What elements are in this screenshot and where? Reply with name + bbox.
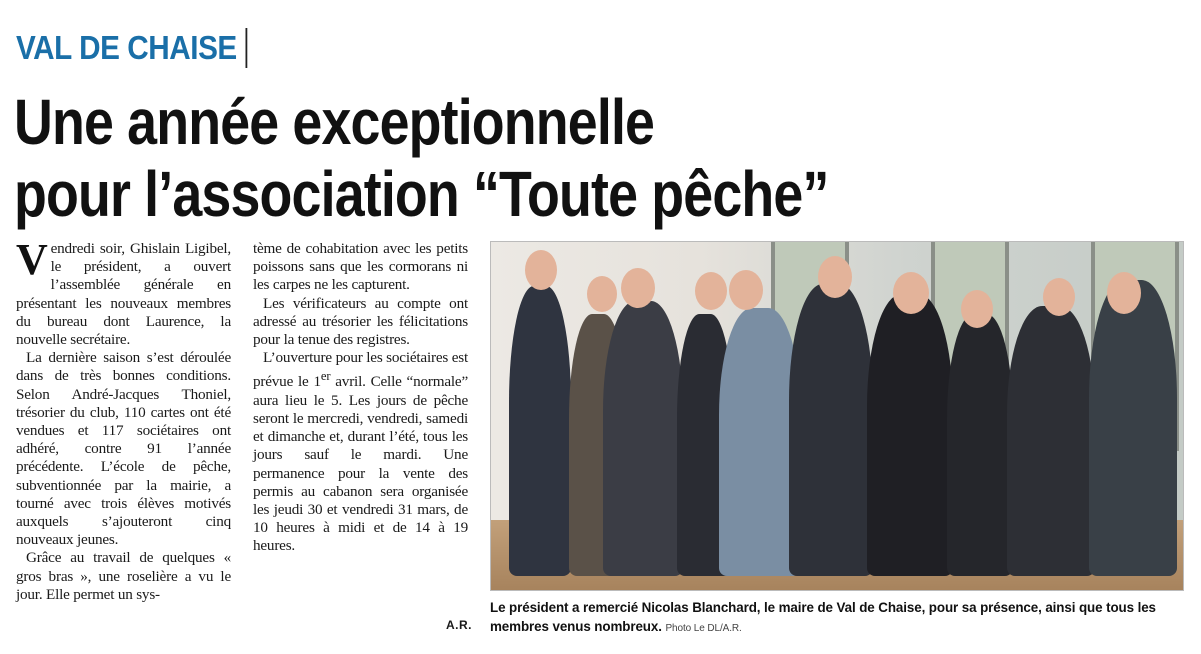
photo-credit: Photo Le DL/A.R.	[665, 623, 742, 634]
photo-person	[509, 286, 571, 576]
article-column-1	[16, 235, 231, 604]
photo-person-head	[1107, 272, 1141, 314]
byline: A.R.	[446, 618, 472, 632]
article-column-2	[253, 240, 468, 556]
photo-person	[867, 294, 953, 576]
ouverture-text-b: avril. Celle “normale” aura lieu le 5. Les jours de pêche seront le mercredi, vendredi, samedi et dimanche et, durant l’été, tous les jours sauf le mardi. Une permanence pour la vente des permis au cabanon sera organisée les jeudi 30 et vendredi 31 mars, de 10 heures à midi et de 14 à 19 heures.	[253, 373, 468, 555]
headline-line-1: Une année exceptionnelle	[14, 86, 655, 158]
headline-line-2: pour l’association “Toute pêche”	[14, 158, 829, 230]
photo-person-head	[1043, 278, 1075, 316]
drop-cap: V	[16, 235, 48, 284]
paragraph-verificateurs: Les vérificateurs au compte ont adressé au trésorier les félicitations pour la tenue des registres.	[253, 294, 468, 349]
photo-person-head	[695, 272, 727, 310]
ouverture-superscript: er	[320, 369, 331, 384]
ouverture-text-a: L’ouverture pour les sociétaires est prévue le 1	[253, 349, 468, 391]
paragraph-intro-text: endredi soir, Ghislain Ligibel, le président, a ouvert l’assemblée générale en présentant les nouveaux membres du bureau dont Laurence, la nouvelle secrétaire.	[16, 240, 231, 349]
photo-caption-text: Le président a remercié Nicolas Blanchard, le maire de Val de Chaise, pour sa présence, ainsi que tous les membres venus nombreux.	[490, 600, 1156, 634]
photo-person	[603, 301, 683, 576]
headline	[14, 86, 1194, 230]
photo-person-head	[818, 256, 852, 298]
photo-caption	[490, 598, 1184, 638]
photo-person	[1089, 280, 1177, 576]
paragraph-intro	[16, 235, 231, 349]
photo-person-head	[961, 290, 993, 328]
photo-person-head	[729, 270, 763, 310]
photo-person	[789, 284, 873, 576]
paragraph-ouverture	[253, 349, 468, 555]
photo-person	[1007, 306, 1095, 576]
photo-person-head	[893, 272, 929, 314]
paragraph-roseliere: Grâce au travail de quelques « gros bras », une roselière a vu le jour. Elle permet un sys-	[16, 549, 231, 603]
photo-person-head	[587, 276, 617, 312]
photo-person	[947, 314, 1013, 576]
paragraph-cohabitation: tème de cohabitation avec les petits poissons sans que les cormorans ni les carpes ne les capturent.	[253, 240, 468, 294]
section-rubric: VAL DE CHAISE	[16, 28, 248, 68]
photo-person-head	[621, 268, 655, 308]
photo-person-head	[525, 250, 557, 290]
paragraph-season: La dernière saison s’est déroulée dans de très bonnes conditions. Selon André-Jacques Thoniel, trésorier du club, 110 cartes ont été vendues et 117 sociétaires ont adhéré, contre 91 l’année précédente. L’école de pêche, subventionnée par la mairie, a tourné avec trois élèves motivés auxquels s’ajouteront cinq nouveaux jeunes.	[16, 349, 231, 549]
group-photo	[490, 241, 1184, 591]
